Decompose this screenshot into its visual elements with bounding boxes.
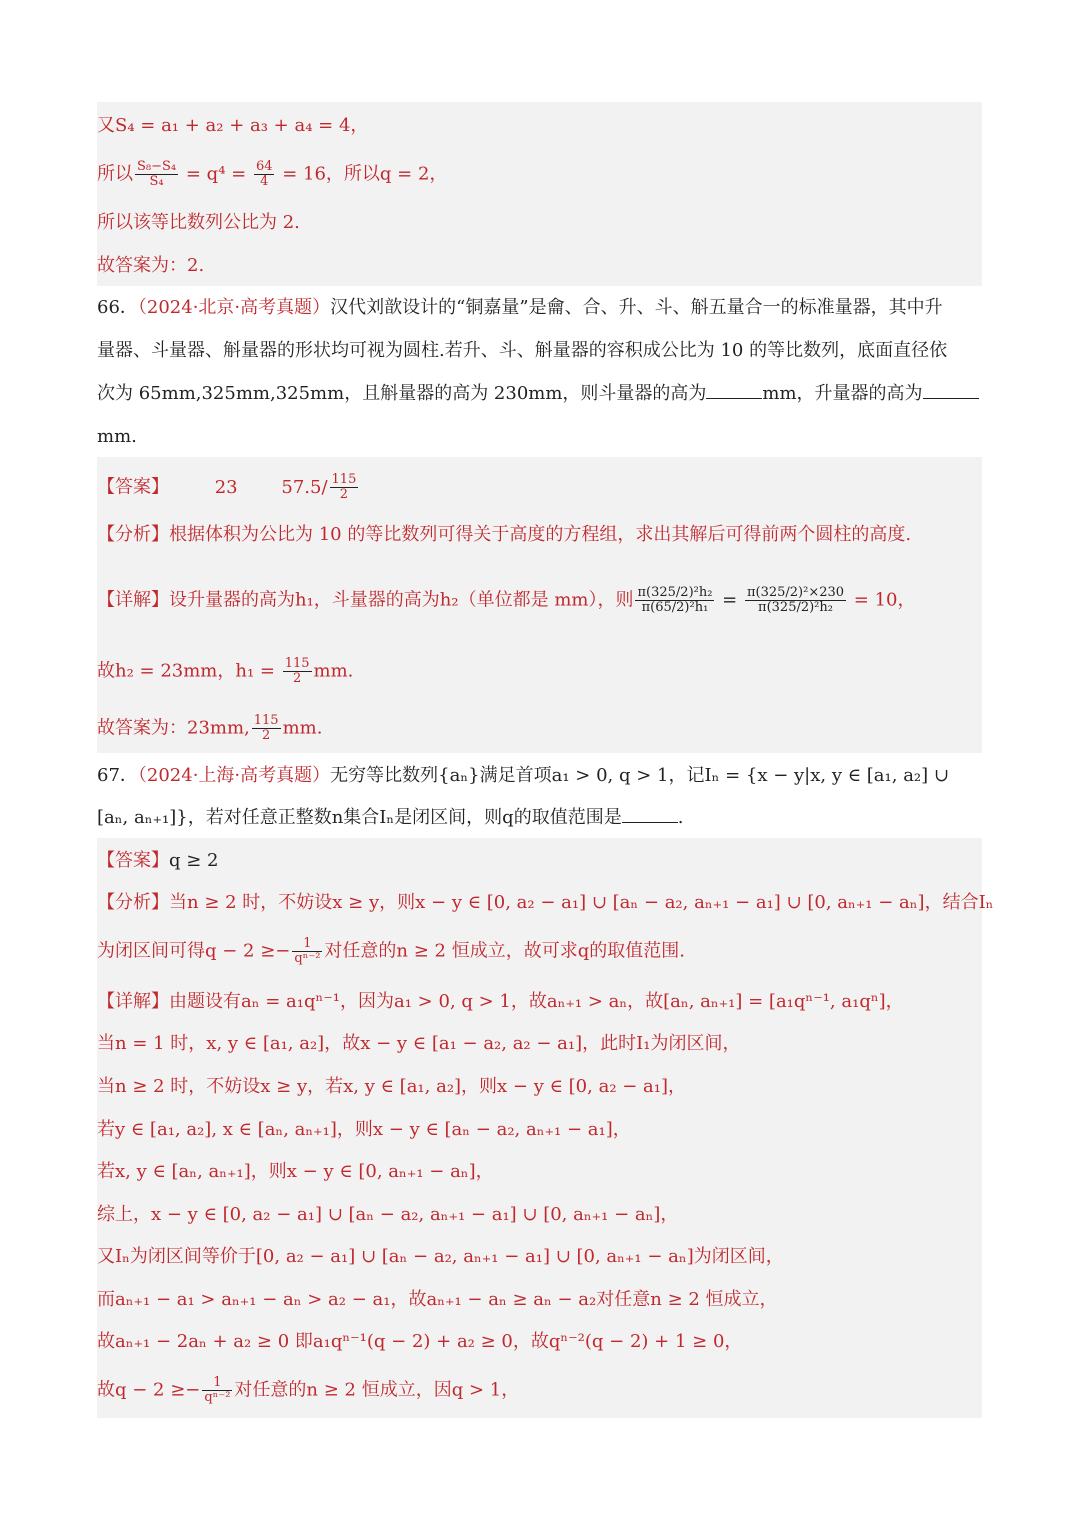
denominator: qⁿ⁻² <box>204 1390 231 1405</box>
answer-blank <box>923 382 979 399</box>
answer-value: q ≥ 2 <box>169 850 219 871</box>
text-run: mm. <box>282 717 323 739</box>
text-run: 次为 65mm,325mm,325mm，且斛量器的高为 230mm，则斗量器的高为 <box>97 383 707 404</box>
numerator: 115 <box>253 713 279 728</box>
detail-line: 综上，x − y ∈ [0, a₂ − a₁] ∪ [aₙ − a₂, aₙ₊₁ − a₁] ∪ [0, aₙ₊₁ − aₙ]， <box>97 1204 679 1225</box>
numerator: π(325/2)²×230 <box>746 585 845 600</box>
denominator: S₄ <box>149 174 164 189</box>
text-line <box>97 657 353 686</box>
detail-label: 【详解】 <box>97 991 169 1012</box>
denominator: 4 <box>260 174 269 189</box>
analysis-line <box>97 523 911 547</box>
denominator: 2 <box>292 671 302 686</box>
detail-line <box>97 990 904 1014</box>
answer-value: 57.5/ <box>281 476 328 498</box>
fraction <box>254 160 275 189</box>
fraction <box>252 714 281 743</box>
numerator: 1 <box>202 1376 232 1391</box>
numerator: 115 <box>331 472 357 487</box>
fraction <box>202 1376 232 1405</box>
denominator: qⁿ⁻² <box>294 951 321 966</box>
denominator: π(325/2)²h₂ <box>758 600 833 615</box>
question-67-line <box>97 806 683 830</box>
question-source: （2024·北京·高考真题） <box>137 297 331 318</box>
question-66-line <box>97 382 979 406</box>
fraction <box>745 586 846 615</box>
denominator: 2 <box>339 487 349 502</box>
detail-line: 而aₙ₊₁ − a₁ > aₙ₊₁ − aₙ > a₂ − a₁，故aₙ₊₁ − aₙ ≥ aₙ − a₂对任意n ≥ 2 恒成立， <box>97 1289 778 1310</box>
analysis-line <box>97 937 685 966</box>
detail-line: 当n = 1 时，x, y ∈ [a₁, a₂]，故x − y ∈ [a₁ − a₂, a₂ − a₁]，此时I₁为闭区间， <box>97 1033 741 1054</box>
numerator: 1 <box>292 937 322 952</box>
fraction <box>330 473 359 502</box>
answer-value: 23 <box>214 476 238 498</box>
analysis-text: 当n ≥ 2 时，不妨设x ≥ y，则x − y ∈ [0, a₂ − a₁] ∪ [aₙ − a₂, aₙ₊₁ − a₁] ∪ [0, aₙ₊₁ − aₙ]，结合Iₙ <box>169 892 994 913</box>
detail-line: 当n ≥ 2 时，不妨设x ≥ y，若x, y ∈ [a₁, a₂]，则x − y ∈ [0, a₂ − a₁]， <box>97 1076 687 1097</box>
question-number: 66． <box>97 297 138 318</box>
text-run: mm，升量器的高为 <box>762 383 923 404</box>
detail-line: 【详解】设升量器的高为h₁，斗量器的高为h₂（单位都是 mm），则 $\frac{\text{π(325/2)²h₂}}{\text{π(65/2)²h₁}}$ = $\frac{\text{π(325/2)²×230}}{\text{π(325/2)²h₂}}$ = 10， <box>97 585 916 615</box>
fraction <box>292 937 322 966</box>
numerator: S₈−S₄ <box>137 159 177 174</box>
question-67-line <box>97 764 949 788</box>
text-run: mm. <box>313 660 354 682</box>
analysis-label: 【分析】 <box>97 892 169 913</box>
text-run: 故答案为：23mm, <box>97 717 250 739</box>
answer-blank <box>622 806 678 823</box>
detail-line <box>97 1376 519 1405</box>
analysis-line <box>97 891 993 915</box>
answer-blank <box>706 382 762 399</box>
text-line: 故答案为：2. <box>97 255 205 276</box>
answer-label: 【答案】 <box>97 476 169 498</box>
detail-text: 设升量器的高为h₁，斗量器的高为h₂（单位都是 mm），则 <box>169 589 634 611</box>
text-run: = 16，所以q = 2， <box>276 163 448 185</box>
question-66-line: 量器、斗量器、斛量器的形状均可视为圆柱.若升、斗、斛量器的容积成公比为 10 的等比数列，底面直径依 <box>97 340 948 361</box>
numerator: 115 <box>284 656 310 671</box>
text-run: 所以 <box>97 163 133 185</box>
detail-text: 由题设有aₙ = a₁qⁿ⁻¹，因为a₁ > 0, q > 1，故aₙ₊₁ > aₙ，故[aₙ, aₙ₊₁] = [a₁qⁿ⁻¹, a₁qⁿ]， <box>169 991 904 1012</box>
detail-line: 又Iₙ为闭区间等价于[0, a₂ − a₁] ∪ [aₙ − a₂, aₙ₊₁ − a₁] ∪ [0, aₙ₊₁ − aₙ]为闭区间， <box>97 1246 784 1267</box>
text-run: . <box>677 807 684 828</box>
detail-label: 【详解】 <box>97 589 169 611</box>
question-source: （2024·上海·高考真题） <box>137 765 331 786</box>
text-line: 所以该等比数列公比为 2. <box>97 212 300 233</box>
text-run: 故q − 2 ≥− <box>97 1379 201 1401</box>
fraction <box>283 657 312 686</box>
text-run: = q⁴ = <box>180 163 252 185</box>
text-run: [aₙ, aₙ₊₁]}，若对任意正整数n集合Iₙ是闭区间，则q的取值范围是 <box>97 807 622 828</box>
answer-label: 【答案】 <box>97 850 169 871</box>
answer-line <box>97 473 360 502</box>
text-line: 又S₄ = a₁ + a₂ + a₃ + a₄ = 4， <box>97 115 369 136</box>
denominator: π(65/2)²h₁ <box>641 600 709 615</box>
text-run: 无穷等比数列{aₙ}满足首项a₁ > 0, q > 1，记Iₙ = {x − y|x, y ∈ [a₁, a₂] ∪ <box>330 765 949 786</box>
text-run: 故h₂ = 23mm，h₁ = <box>97 660 281 682</box>
text-run: 汉代刘歆设计的“铜嘉量”是龠、合、升、斗、斛五量合一的标准量器，其中升 <box>330 297 943 318</box>
detail-line: 若x, y ∈ [aₙ, aₙ₊₁]，则x − y ∈ [0, aₙ₊₁ − aₙ]， <box>97 1161 494 1182</box>
text-line <box>97 714 322 743</box>
question-66-line <box>97 296 943 320</box>
text-line <box>97 160 447 189</box>
numerator: 64 <box>255 159 273 174</box>
question-66-line: mm. <box>97 426 137 447</box>
denominator: 2 <box>262 728 271 743</box>
analysis-text: 根据体积为公比为 10 的等比数列可得关于高度的方程组，求出其解后可得前两个圆柱的高度. <box>169 524 912 545</box>
answer-line <box>97 849 219 873</box>
text-run: = 10， <box>848 589 916 611</box>
text-run: 对任意的n ≥ 2 恒成立，因q > 1， <box>234 1379 520 1401</box>
detail-line: 若y ∈ [a₁, a₂], x ∈ [aₙ, aₙ₊₁]，则x − y ∈ [aₙ − a₂, aₙ₊₁ − a₁]， <box>97 1119 631 1140</box>
fraction <box>135 160 178 189</box>
text-run: 对任意的n ≥ 2 恒成立，故可求q的取值范围. <box>324 940 685 962</box>
fraction <box>635 586 714 615</box>
analysis-label: 【分析】 <box>97 524 169 545</box>
question-number: 67． <box>97 765 138 786</box>
numerator: π(325/2)²h₂ <box>637 585 713 600</box>
detail-line: 故aₙ₊₁ − 2aₙ + a₂ ≥ 0 即a₁qⁿ⁻¹(q − 2) + a₂ ≥ 0，故qⁿ⁻²(q − 2) + 1 ≥ 0， <box>97 1331 743 1352</box>
text-run: 为闭区间可得q − 2 ≥− <box>97 940 291 962</box>
